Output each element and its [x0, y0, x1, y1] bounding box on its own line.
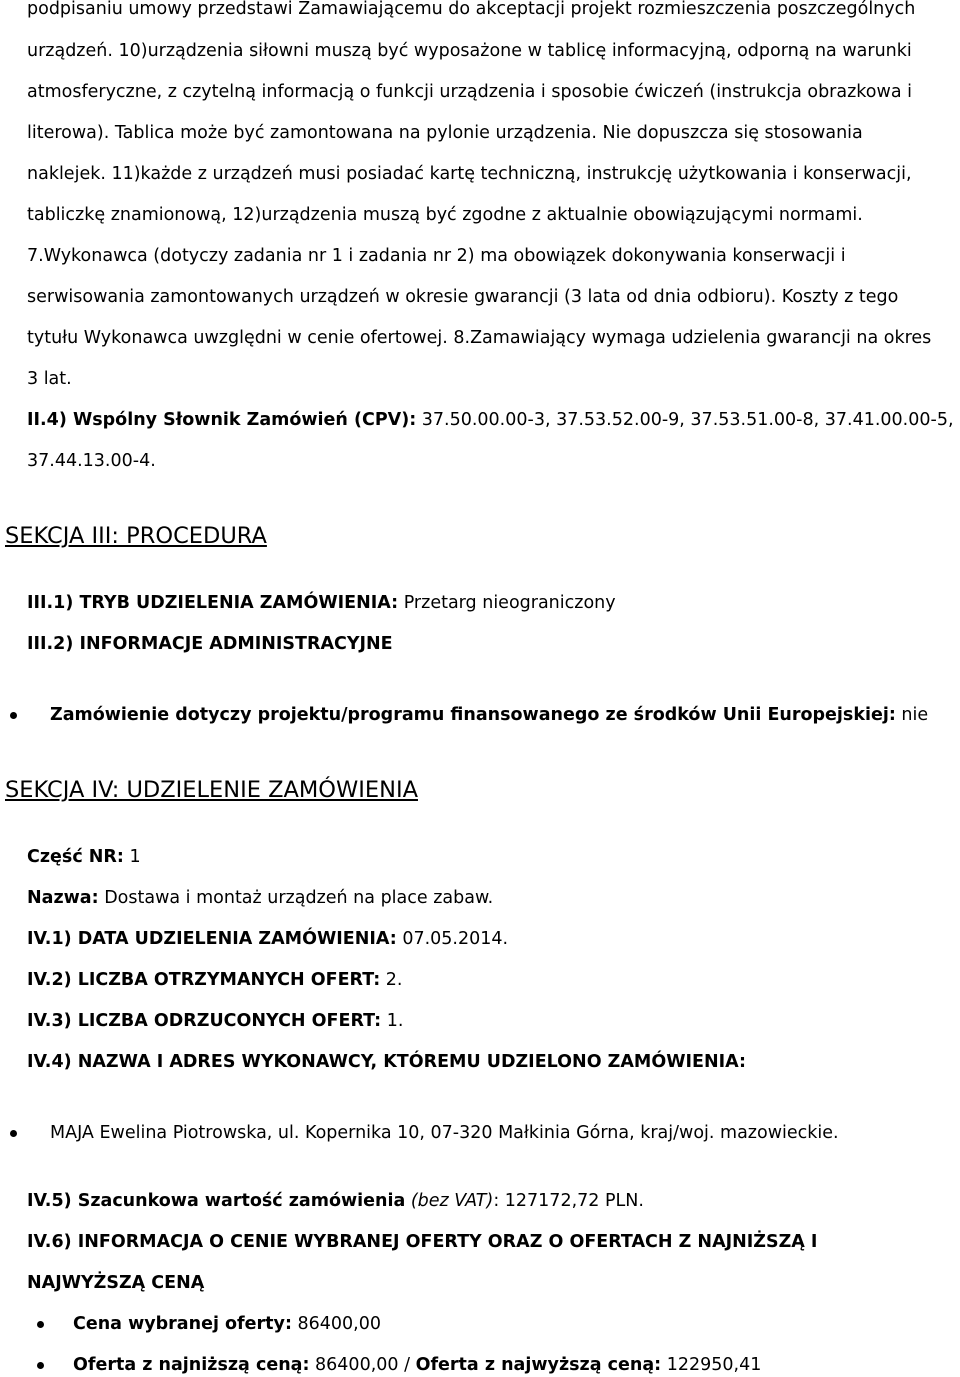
body-text-line: podpisaniu umowy przedstawi Zamawiającemu do akceptacji projekt rozmieszczenia poszczególnych: [27, 0, 916, 19]
estimated-value-line: [27, 1190, 644, 1212]
award-date-value: 07.05.2014.: [396, 929, 509, 949]
name-line: [27, 887, 493, 909]
eu-funding-label: Zamówienie dotyczy projektu/programu finansowanego ze środków Unii Europejskiej:: [50, 705, 896, 725]
body-text-line: 7.Wykonawca (dotyczy zadania nr 1 i zadania nr 2) ma obowiązek dokonywania konserwacji i: [27, 246, 846, 266]
estimated-value-amount: : 127172,72 PLN.: [493, 1191, 644, 1211]
highest-price-label: Oferta z najwyższą ceną:: [415, 1355, 662, 1375]
cpv-line: [27, 409, 954, 431]
price-range-line: [73, 1354, 761, 1376]
offers-received-line: [27, 969, 403, 991]
contractor-heading: IV.4) NAZWA I ADRES WYKONAWCY, KTÓREMU UDZIELONO ZAMÓWIENIA:: [27, 1052, 746, 1072]
award-date-line: [27, 928, 508, 950]
body-text-line: urządzeń. 10)urządzenia siłowni muszą być wyposażone w tablicę informacyjną, odporną na warunki: [27, 41, 912, 61]
section-heading: SEKCJA IV: UDZIELENIE ZAMÓWIENIA: [5, 777, 418, 803]
estimated-value-note: (bez VAT): [405, 1191, 494, 1211]
bullet-icon: [37, 1321, 44, 1328]
lowest-price-value: 86400,00 /: [309, 1355, 416, 1375]
section-heading: SEKCJA III: PROCEDURA: [5, 523, 267, 549]
price-info-heading: IV.6) INFORMACJA O CENIE WYBRANEJ OFERTY ORAZ O OFERTACH Z NAJNIŻSZĄ I: [27, 1232, 818, 1252]
offers-received-value: 2.: [380, 970, 403, 990]
chosen-price-label: Cena wybranej oferty:: [73, 1314, 292, 1334]
chosen-price-value: 86400,00: [291, 1314, 382, 1334]
admin-info-heading: III.2) INFORMACJE ADMINISTRACYJNE: [27, 634, 393, 654]
cpv-codes: 37.50.00.00-3, 37.53.52.00-9, 37.53.51.00-8, 37.41.00.00-5,: [416, 410, 954, 430]
part-number-value: 1: [123, 847, 141, 867]
offers-received-label: IV.2) LICZBA OTRZYMANYCH OFERT:: [27, 970, 381, 990]
body-text-line: serwisowania zamontowanych urządzeń w okresie gwarancji (3 lata od dnia odbioru). Koszty z tego: [27, 287, 899, 307]
procedure-type-line: [27, 592, 616, 614]
chosen-price-line: [73, 1313, 381, 1335]
bullet-icon: [10, 712, 17, 719]
cpv-label: II.4) Wspólny Słownik Zamówień (CPV):: [27, 410, 417, 430]
body-text-line: literowa). Tablica może być zamontowana na pylonie urządzenia. Nie dopuszcza się stosowania: [27, 123, 863, 143]
bullet-icon: [37, 1362, 44, 1369]
estimated-value-label: IV.5) Szacunkowa wartość zamówienia: [27, 1191, 406, 1211]
contractor-value: MAJA Ewelina Piotrowska, ul. Kopernika 10, 07-320 Małkinia Górna, kraj/woj. mazowieckie.: [50, 1123, 839, 1143]
highest-price-value: 122950,41: [661, 1355, 762, 1375]
body-text-line: tytułu Wykonawca uwzględni w cenie ofertowej. 8.Zamawiający wymaga udzielenia gwarancji na okres: [27, 328, 932, 348]
eu-funding-value: nie: [895, 705, 929, 725]
offers-rejected-label: IV.3) LICZBA ODRZUCONYCH OFERT:: [27, 1011, 382, 1031]
part-number-label: Część NR:: [27, 847, 124, 867]
procedure-type-value: Przetarg nieograniczony: [398, 593, 616, 613]
cpv-codes-continued: 37.44.13.00-4.: [27, 451, 156, 471]
procedure-type-label: III.1) TRYB UDZIELENIA ZAMÓWIENIA:: [27, 593, 399, 613]
offers-rejected-value: 1.: [381, 1011, 404, 1031]
body-text-line: tabliczkę znamionową, 12)urządzenia muszą być zgodne z aktualnie obowiązującymi normami.: [27, 205, 863, 225]
award-date-label: IV.1) DATA UDZIELENIA ZAMÓWIENIA:: [27, 929, 397, 949]
bullet-icon: [10, 1130, 17, 1137]
name-value: Dostawa i montaż urządzeń na place zabaw.: [98, 888, 494, 908]
lowest-price-label: Oferta z najniższą ceną:: [73, 1355, 310, 1375]
body-text-line: atmosferyczne, z czytelną informacją o funkcji urządzenia i sposobie ćwiczeń (instrukcja obrazkowa i: [27, 82, 912, 102]
body-text-line: naklejek. 11)każde z urządzeń musi posiadać kartę techniczną, instrukcję użytkowania i konserwacji,: [27, 164, 912, 184]
body-text-line: 3 lat.: [27, 369, 72, 389]
price-info-heading-continued: NAJWYŻSZĄ CENĄ: [27, 1273, 205, 1293]
offers-rejected-line: [27, 1010, 403, 1032]
name-label: Nazwa:: [27, 888, 99, 908]
eu-funding-line: [50, 704, 928, 726]
part-number-line: [27, 846, 141, 868]
